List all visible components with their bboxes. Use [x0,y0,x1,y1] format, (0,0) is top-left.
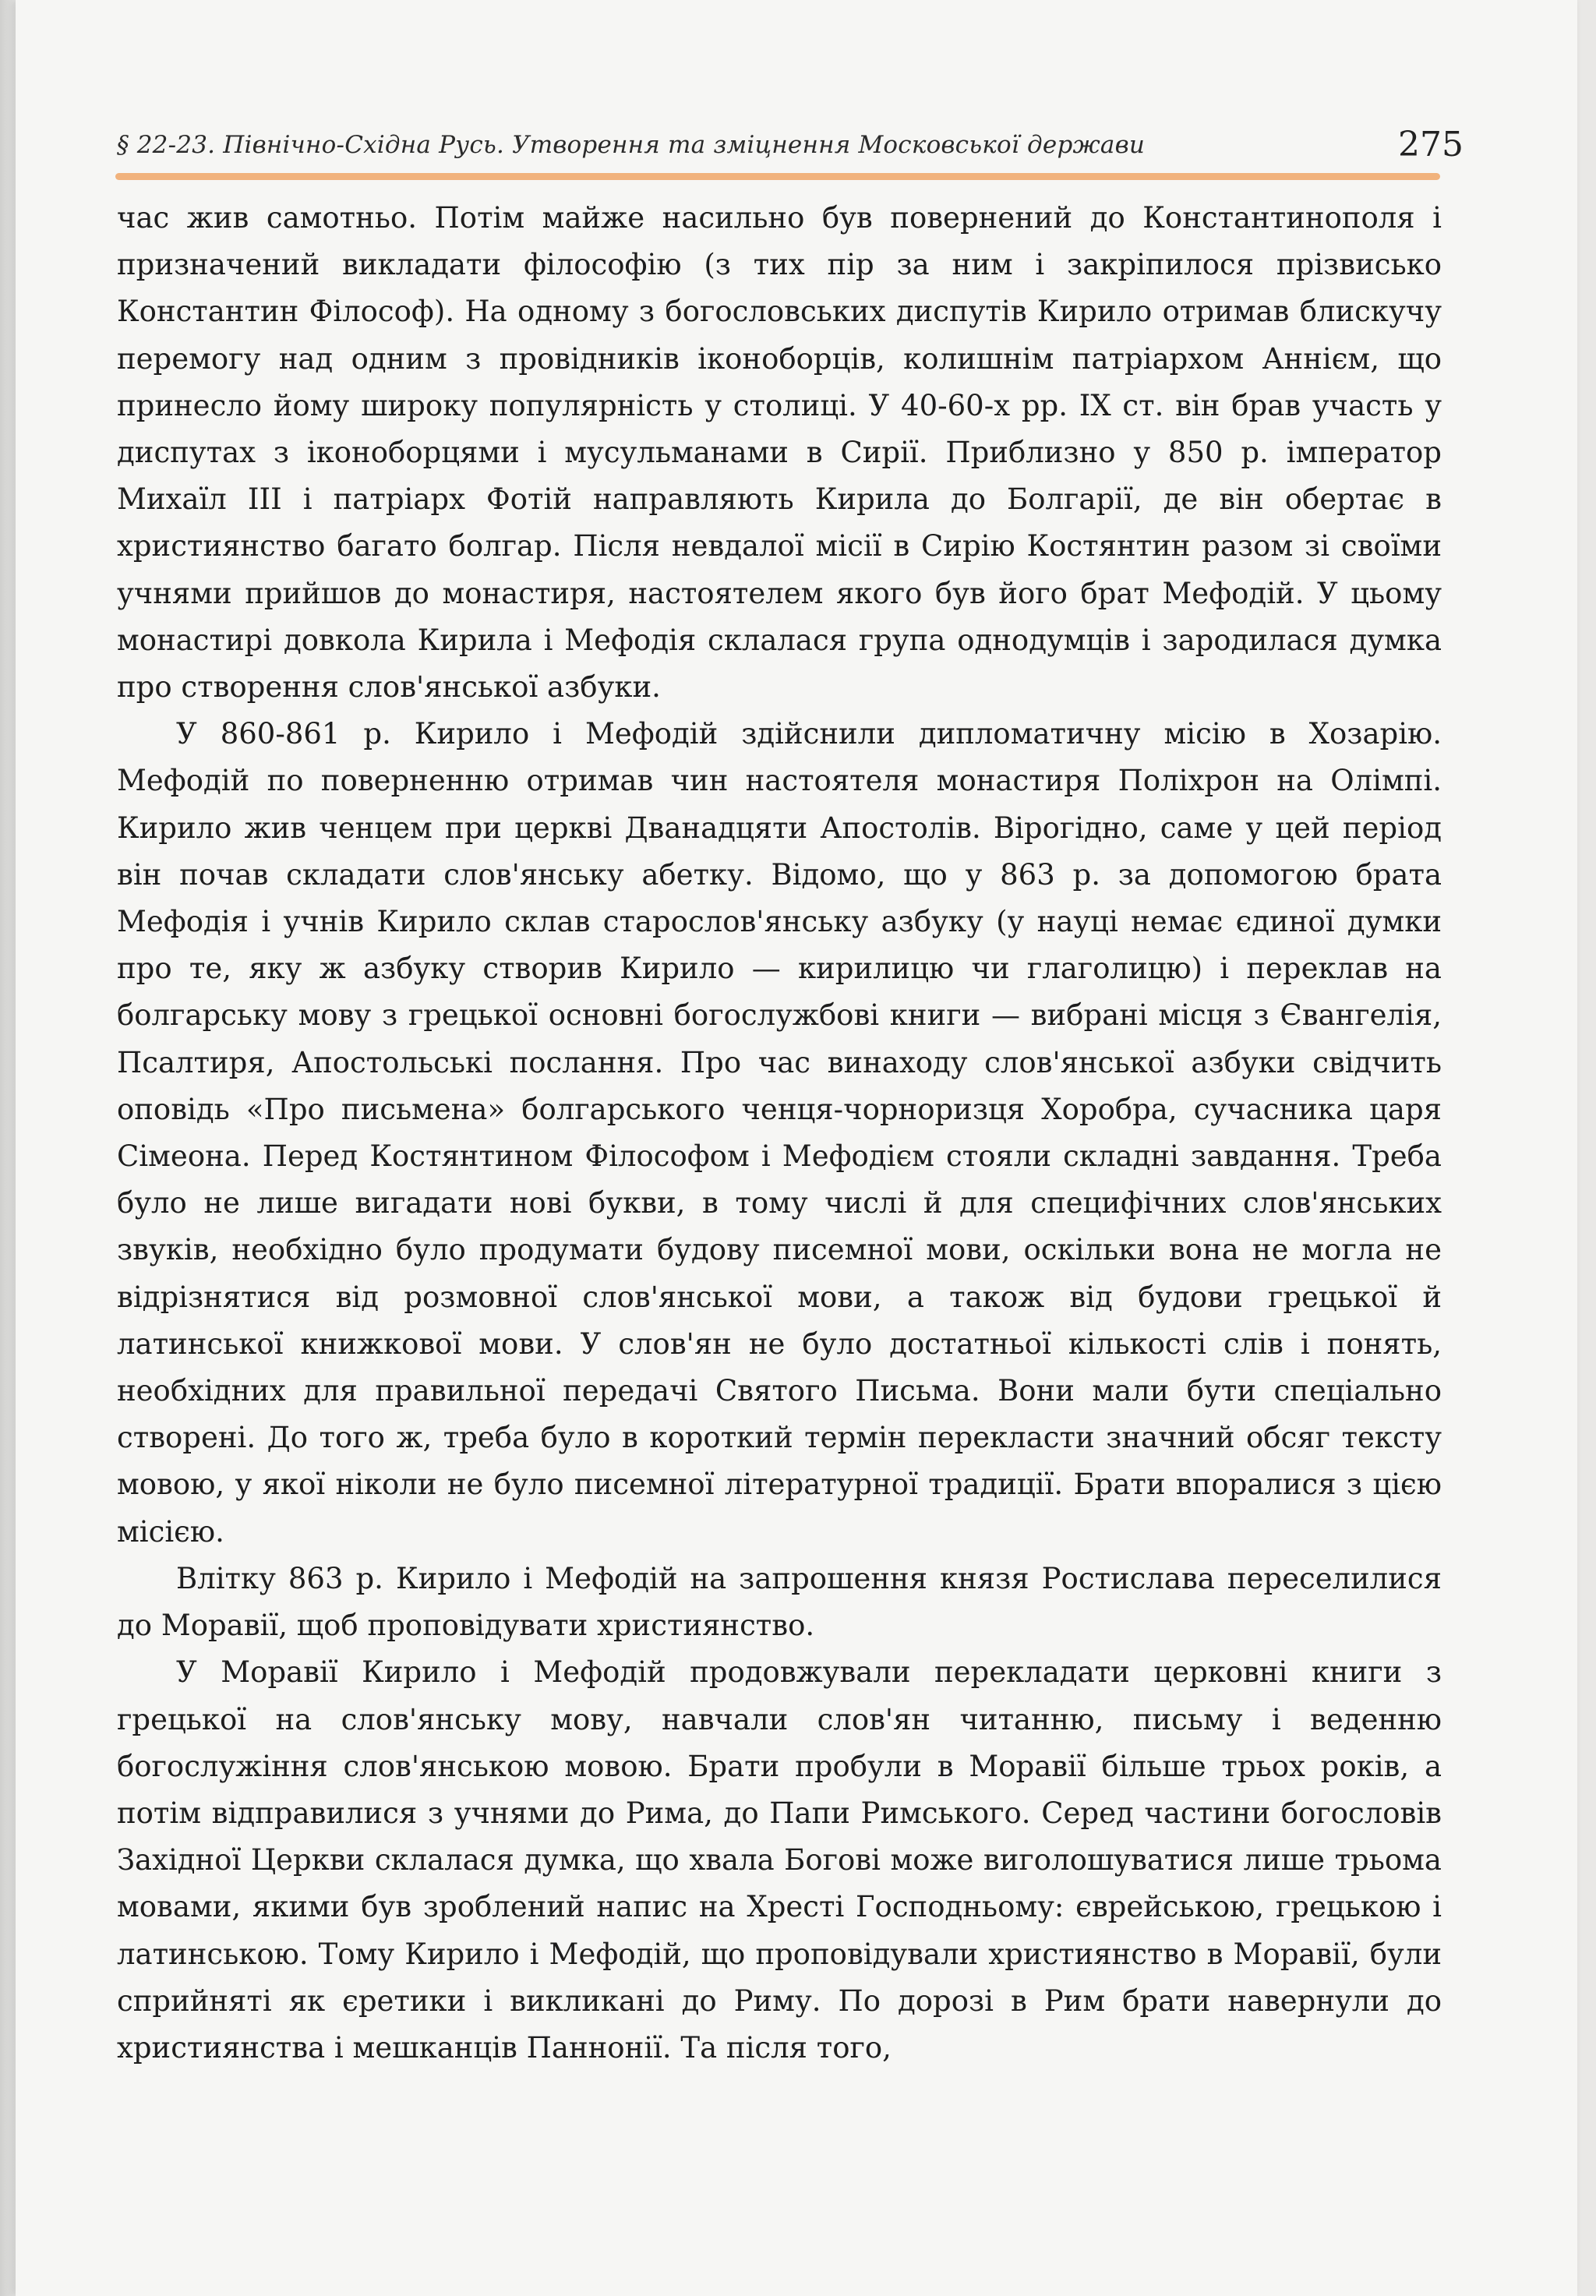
body-text [117,195,1442,2072]
paragraph-3: Влітку 863 р. Кирило і Мефодій на запрошення князя Ростислава переселилися до Моравії, щоб проповідувати християнство. [117,1561,1442,1643]
header-rule [115,173,1440,180]
page-number: 275 [1398,125,1464,164]
paragraph-4: У Моравії Кирило і Мефодій продовжували перекладати церковні книги з грецької на слов'янську мову, навчали слов'ян читанню, письму і веденню богослужіння слов'янською мовою. Брати пробули в Моравії більше трьох років, а потім відправилися з учнями до Рима, до Папи Римського. Серед частини богословів Західної Церкви склалася думка, що хвала Богові може виголошуватися лише трьома мовами, якими був зроблений напис на Хресті Господньому: єврейською, грецькою і латинською. Тому Кирило і Мефодій, що проповідували християнство в Моравії, були сприйняті як єретики і викликані до Риму. По дорозі в Рим брати навернули до християнства і мешканців Паннонії. Та після того, [117,1655,1442,2065]
paragraph-1: час жив самотньо. Потім майже насильно був повернений до Константинополя і призначений викладати філософію (з тих пір за ним і закріпилося прізвисько Константин Філософ). На одному з богословських диспутів Кирило отримав блискучу перемогу над одним з провідників іконоборців, колишнім патріархом Аннієм, що принесло йому широку популярність у столиці. У 40-60-х рр. IX ст. він брав участь у диспутах з іконоборцями і мусульманами в Сирії. Приблизно у 850 р. імператор Михаїл III і патріарх Фотій направляють Кирила до Болгарії, де він обертає в християнство багато болгар. Після невдалої місії в Сирію Костянтин разом зі своїми учнями прийшов до монастиря, настоятелем якого був його брат Мефодій. У цьому монастирі довкола Кирила і Мефодія склалася група однодумців і зародилася думка про створення слов'янської азбуки. [117,201,1442,705]
paragraph-2: У 860-861 р. Кирило і Мефодій здійснили дипломатичну місію в Хозарію. Мефодій по поверненню отримав чин настоятеля монастиря Поліхрон на Олімпі. Кирило жив ченцем при церкві Дванадцяти Апостолів. Вірогідно, саме у цей період він почав складати слов'янську абетку. Відомо, що у 863 р. за допомогою брата Мефодія і учнів Кирило склав старослов'янську азбуку (у науці немає єдиної думки про те, яку ж азбуку створив Кирило — кирилицю чи глаголицю) і переклав на болгарську мову з грецької основні богослужбові книги — вибрані місця з Євангелія, Псалтиря, Апостольські послання. Про час винаходу слов'янської азбуки свідчить оповідь «Про письмена» болгарського ченця-чорноризця Хоробра, сучасника царя Сімеона. Перед Костянтином Філософом і Мефодієм стояли складні завдання. Треба було не лише вигадати нові букви, в тому числі й для специфічних слов'янських звуків, необхідно було продумати будову писемної мови, оскільки вона не могла не відрізнятися від розмовної слов'янської мови, а також від будови грецької й латинської книжкової мови. У слов'ян не було достатньої кількості слів і понять, необхідних для правильної передачі Святого Письма. Вони мали бути спеціально створені. До того ж, треба було в короткий термін перекласти значний обсяг тексту мовою, у якої ніколи не було писемної літературної традиції. Брати впоралися з цією місією. [117,717,1442,1549]
page-left-edge [0,0,16,2296]
running-head-title: § 22-23. Північно-Східна Русь. Утворення та зміцнення Московської держави [117,131,1146,159]
